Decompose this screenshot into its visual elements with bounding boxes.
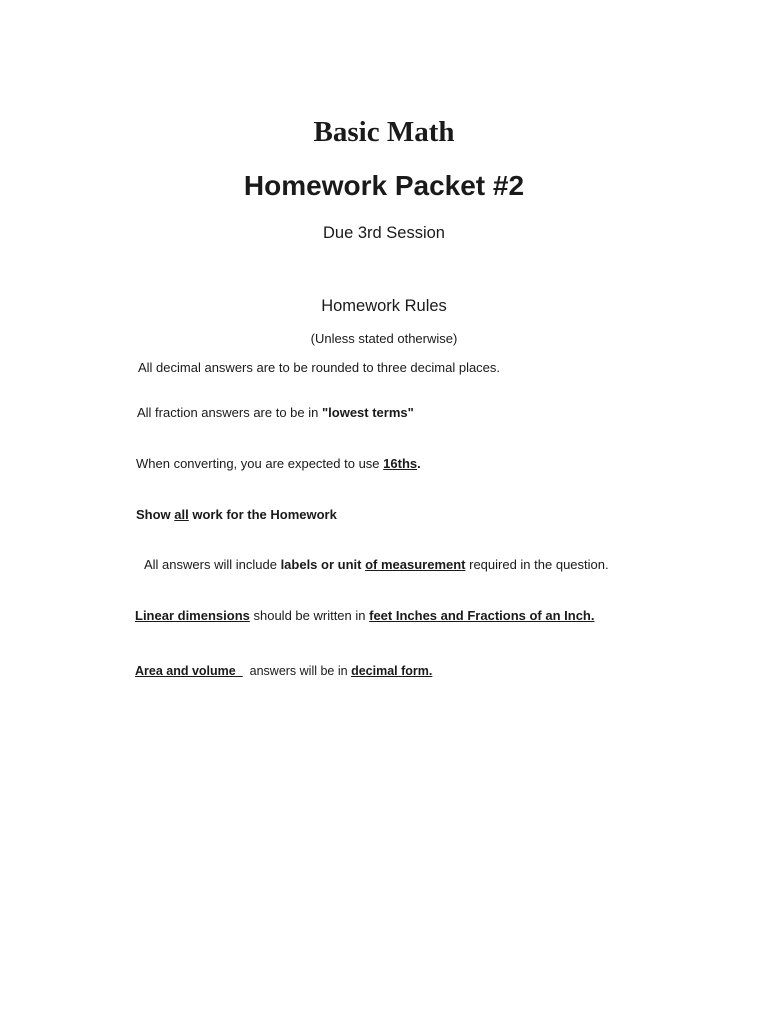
rule-emphasis: Linear dimensions xyxy=(135,608,250,623)
rules-heading: Homework Rules xyxy=(321,297,447,315)
rule-emphasis: all xyxy=(174,507,189,522)
rule-text: All decimal answers are to be rounded to three decimal places. xyxy=(138,360,501,375)
rule-linear-dimensions xyxy=(135,608,594,624)
rule-area-volume xyxy=(135,663,432,679)
rule-emphasis: of measurement xyxy=(365,557,466,572)
rule-decimal-rounding xyxy=(138,360,500,376)
packet-title: Homework Packet #2 xyxy=(243,170,525,201)
rules-note: (Unless stated otherwise) xyxy=(310,331,458,346)
rule-text: All fraction answers are to be in xyxy=(137,405,322,420)
document-title: Basic Math xyxy=(313,116,455,148)
rule-bold: labels or unit xyxy=(280,557,366,572)
due-date: Due 3rd Session xyxy=(323,224,445,242)
rule-text: should be written in xyxy=(249,608,370,623)
rule-emphasis-end: feet Inches and Fractions of an Inch. xyxy=(369,608,595,623)
rule-text-end: . xyxy=(417,456,421,471)
rule-show-work xyxy=(136,507,337,523)
rule-emphasis: "lowest terms" xyxy=(321,405,414,420)
rule-emphasis: 16ths xyxy=(383,456,418,471)
rule-text-end: work for the Homework xyxy=(188,507,337,522)
rule-emphasis-end: decimal form. xyxy=(351,664,433,678)
rule-fraction-terms xyxy=(137,405,414,421)
rule-converting xyxy=(136,456,421,472)
rule-emphasis: Area and volume_ xyxy=(135,664,243,678)
rule-text: answers will be in xyxy=(242,664,352,678)
rule-text: When converting, you are expected to use xyxy=(136,456,384,471)
rule-text: Show xyxy=(136,507,175,522)
rule-text: All answers will include xyxy=(144,557,281,572)
rule-labels-units xyxy=(144,557,609,573)
rule-text-end: required in the question. xyxy=(465,557,609,572)
